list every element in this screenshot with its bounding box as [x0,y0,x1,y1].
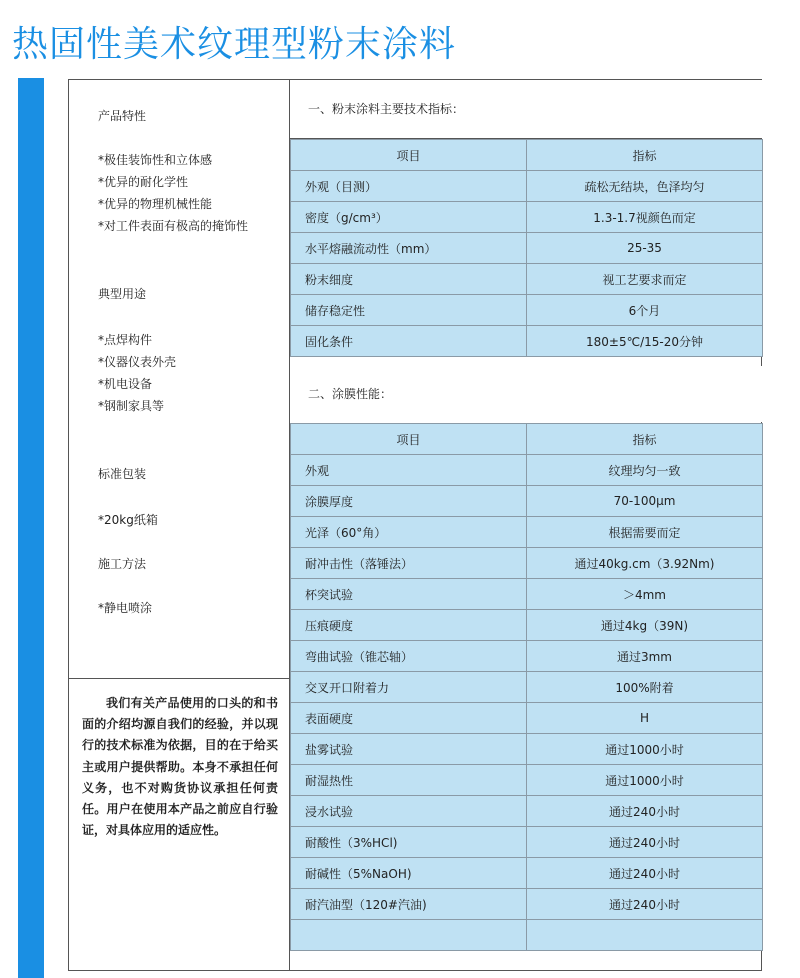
value-cell: 通过1000小时 [527,734,763,765]
table-row [291,233,763,264]
item-cell: 耐酸性（3%HCl) [291,827,527,858]
item-cell: 粉末细度 [291,264,527,295]
packaging-heading: 标准包装 [98,467,147,481]
value-cell: 通过240小时 [527,827,763,858]
item-cell: 耐碱性（5%NaOH) [291,858,527,889]
table-row [291,734,763,765]
table-row [291,548,763,579]
table-row [291,889,763,920]
uses-heading: 典型用途 [98,287,147,301]
feature-item: *优异的耐化学性 [98,175,189,189]
value-cell: 根据需要而定 [527,517,763,548]
table-header-row [291,140,763,171]
value-cell: 1.3-1.7视颜色而定 [527,202,763,233]
value-cell: ＞4mm [527,579,763,610]
section1-heading: 一、粉末涂料主要技术指标： [290,80,762,138]
value-cell: 通过1000小时 [527,765,763,796]
item-cell: 外观 [291,455,527,486]
item-cell: 盐雾试验 [291,734,527,765]
use-item: *仪器仪表外壳 [98,355,177,369]
table-row [291,579,763,610]
table-row [291,920,763,951]
method-item: *静电喷涂 [98,601,153,615]
table-row [291,326,763,357]
value-cell [527,920,763,951]
method-heading: 施工方法 [98,557,147,571]
item-cell: 弯曲试验（锥芯轴） [291,641,527,672]
item-cell: 固化条件 [291,326,527,357]
value-cell: 通过4kg（39N) [527,610,763,641]
section2-heading: 二、涂膜性能： [290,366,762,422]
header-cell: 项目 [291,140,527,171]
item-cell: 耐冲击性（落锤法） [291,548,527,579]
value-cell: 通过40kg.cm（3.92Nm) [527,548,763,579]
value-cell: 通过240小时 [527,858,763,889]
item-cell [291,920,527,951]
table-row [291,264,763,295]
table-row [291,486,763,517]
item-cell: 外观（目测） [291,171,527,202]
item-cell: 交叉开口附着力 [291,672,527,703]
product-info-panel [68,79,289,679]
table-row [291,672,763,703]
table-row [291,202,763,233]
feature-item: *极佳装饰性和立体感 [98,153,213,167]
item-cell: 耐湿热性 [291,765,527,796]
value-cell: 视工艺要求而定 [527,264,763,295]
features-heading: 产品特性 [98,109,147,123]
value-cell: 70-100μm [527,486,763,517]
feature-item: *对工件表面有极高的掩饰性 [98,219,249,233]
item-cell: 涂膜厚度 [291,486,527,517]
item-cell: 表面硬度 [291,703,527,734]
use-item: *钢制家具等 [98,399,165,413]
table-row [291,703,763,734]
use-item: *点焊构件 [98,333,153,347]
table-row [291,858,763,889]
item-cell: 水平熔融流动性（mm） [291,233,527,264]
item-cell: 储存稳定性 [291,295,527,326]
header-cell: 指标 [527,140,763,171]
value-cell: H [527,703,763,734]
table-row [291,610,763,641]
item-cell: 耐汽油型（120#汽油) [291,889,527,920]
value-cell: 通过3mm [527,641,763,672]
feature-item: *优异的物理机械性能 [98,197,213,211]
accent-bar [18,78,44,978]
table-row [291,455,763,486]
header-cell: 指标 [527,424,763,455]
item-cell: 密度（g/cm³） [291,202,527,233]
value-cell: 疏松无结块，色泽均匀 [527,171,763,202]
value-cell: 6个月 [527,295,763,326]
table-row [291,641,763,672]
table-row [291,765,763,796]
table-row [291,171,763,202]
page-title: 热固性美术纹理型粉末涂料 [12,24,457,65]
table-row [291,827,763,858]
item-cell: 浸水试验 [291,796,527,827]
item-cell: 杯突试验 [291,579,527,610]
spec-table [290,139,763,357]
use-item: *机电设备 [98,377,153,391]
table-row [291,295,763,326]
item-cell: 光泽（60°角） [291,517,527,548]
packaging-item: *20kg纸箱 [98,513,158,527]
value-cell: 25-35 [527,233,763,264]
table-header-row [291,424,763,455]
table-row [291,517,763,548]
disclaimer-text: 我们有关产品使用的口头的和书面的介绍均源自我们的经验，并以现行的技术标准为依据，目的在于给买主或用户提供帮助。本身不承担任何义务，也不对购货协议承担任何责任。用户在使用本产品之前应自行验证，对具体应用的适应性。 [82,696,278,838]
item-cell: 压痕硬度 [291,610,527,641]
film-performance-table [290,423,763,951]
value-cell: 通过240小时 [527,796,763,827]
value-cell: 纹理均匀一致 [527,455,763,486]
left-column [68,79,290,971]
table-row [291,796,763,827]
value-cell: 180±5℃/15-20分钟 [527,326,763,357]
header-cell: 项目 [291,424,527,455]
value-cell: 100%附着 [527,672,763,703]
value-cell: 通过240小时 [527,889,763,920]
